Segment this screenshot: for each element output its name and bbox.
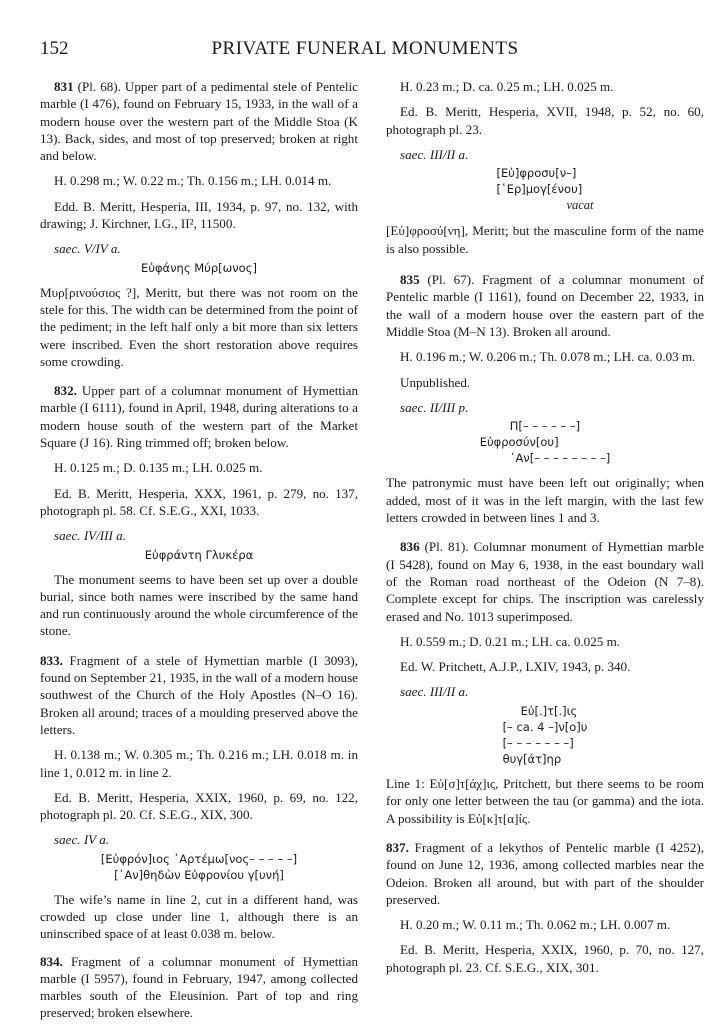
dimensions: H. 0.196 m.; W. 0.206 m.; Th. 0.078 m.; LH. ca. 0.03 m. bbox=[400, 349, 696, 365]
page-header bbox=[40, 38, 690, 68]
inscription-block bbox=[386, 146, 704, 215]
inscription-line: ᾿Αν[– – – – – – – –] bbox=[509, 451, 611, 466]
inscription-line: Π[– – – – – –] bbox=[509, 419, 581, 434]
entry-number: 833. bbox=[40, 652, 63, 668]
dimensions: H. 0.138 m.; W. 0.305 m.; Th. 0.216 m.; LH. 0.018 m. in line 1, 0.012 m. in line 2. bbox=[40, 747, 358, 780]
inscription-line: [᾿Αν]θηδὼν Εὐφρονίου γ[υνή] bbox=[114, 867, 284, 882]
inscription-line: [῾Ερ]μογ[ένου] bbox=[496, 182, 583, 197]
inscription-line: Εὐφροσύν[ου] bbox=[479, 435, 559, 450]
dimensions: H. 0.125 m.; D. 0.135 m.; LH. 0.025 m. bbox=[54, 460, 263, 476]
running-head: PRIVATE FUNERAL MONUMENTS bbox=[211, 38, 519, 59]
bibliography: Ed. B. Meritt, Hesperia, XXX, 1961, p. 279, no. 137, photograph pl. 58. Cf. S.E.G., XXI, 1033. bbox=[40, 485, 358, 518]
entry-description: 835 (Pl. 67). Fragment of a columnar monument of Pentelic marble (I 1161), found on December 22, 1933, in the wall of a modern house over the eastern part of the Middle Stoa (M–N 13). Broken all around. bbox=[386, 272, 704, 339]
left-column bbox=[40, 78, 358, 1032]
entry-832 bbox=[40, 382, 358, 640]
bibliography: Ed. B. Meritt, Hesperia, XXIX, 1960, p. 69, no. 122, photograph pl. 20. Cf. S.E.G., XIX, 300. bbox=[40, 789, 358, 823]
dimensions: H. 0.298 m.; W. 0.22 m.; Th. 0.156 m.; LH. 0.014 m. bbox=[54, 173, 332, 189]
inscription-block bbox=[40, 240, 358, 275]
vacat-note: vacat bbox=[566, 198, 594, 213]
right-column bbox=[386, 78, 704, 986]
dimensions: H. 0.559 m.; D. 0.21 m.; LH. ca. 0.025 m. bbox=[400, 633, 621, 649]
bibliography: Edd. B. Meritt, Hesperia, III, 1934, p. 97, no. 132, with drawing; J. Kirchner, I.G., II², 11500. bbox=[40, 198, 358, 232]
inscription-line: [– – – – – – –] bbox=[502, 735, 574, 750]
inscription-line: θυγ[άτ]ηρ bbox=[502, 751, 562, 766]
entry-description: 836 (Pl. 81). Columnar monument of Hymettian marble (I 5428), found on May 6, 1938, in the east boundary wall of the Roman road northeast of the Odeion (N 7–8). Complete except for chips. The inscription was carelessly erased and No. 1013 superimposed. bbox=[386, 539, 704, 624]
inscription-line: [– ca. 4 –]ν[ο]υ bbox=[502, 719, 588, 734]
bibliography: Ed. B. Meritt, Hesperia, XXIX, 1960, p. 70, no. 127, photograph pl. 23. Cf. S.E.G., XIX, 301. bbox=[386, 942, 704, 975]
date-label: saec. V/IV a. bbox=[54, 241, 121, 257]
entry-number: 832. bbox=[54, 383, 77, 399]
commentary: The monument seems to have been set up over a double burial, since both names were inscribed by the same hand and run continuously around the whole circumference of the stone. bbox=[40, 571, 358, 639]
entry-837 bbox=[386, 839, 704, 976]
date-label: saec. III/II a. bbox=[400, 684, 469, 700]
commentary: The patronymic must have been left out originally; when added, most of it was in the left margin, with the last few letters crowded in between lines 1 and 3. bbox=[386, 475, 704, 526]
commentary: The wife’s name in line 2, cut in a different hand, was crowded up close under line 1, although there is an uninscribed space of at least 0.038 m. below. bbox=[40, 891, 358, 942]
entry-834 bbox=[40, 953, 358, 1022]
entry-description: 832. Upper part of a columnar monument of Hymettian marble (I 6111), found in April, 1948, during alterations to a modern house south of the western part of the Market Square (J 16). Ring trimmed off; broken below. bbox=[40, 383, 358, 451]
inscription-block bbox=[386, 399, 704, 467]
entry-831 bbox=[40, 78, 358, 370]
page-number: 152 bbox=[40, 38, 69, 59]
date-label: saec. IV/III a. bbox=[54, 528, 126, 544]
inscription-line: Εὐφάνης Μύρ[ωνος] bbox=[141, 260, 257, 275]
inscription-line: Εὐ[.]τ[.]ις bbox=[520, 703, 578, 718]
entry-836 bbox=[386, 538, 704, 827]
inscription-line: [Εὐφρόν]ιος ᾿Αρτέμω[νος– – – – –] bbox=[100, 851, 298, 866]
entry-number: 831 bbox=[54, 79, 74, 94]
inscription-block bbox=[40, 527, 358, 562]
inscription-line: [Εὐ]φροσυ[ν–] bbox=[496, 166, 577, 181]
entry-description: 837. Fragment of a lekythos of Pentelic marble (I 4252), found on June 12, 1936, among collected marbles near the Odeion. Broken all around, but with part of the shoulder preserved. bbox=[386, 839, 704, 907]
entry-number: 834. bbox=[40, 953, 63, 969]
entry-description: 831 (Pl. 68). Upper part of a pedimental stele of Pentelic marble (I 476), found on February 15, 1933, in the wall of a modern house over the western part of the Middle Stoa (K 13). Back, sides, and most of top preserved; broken at right and below. bbox=[40, 79, 358, 164]
commentary: Line 1: Εὐ[σ]τ[άχ]ις, Pritchett, but there seems to be room for only one letter between the tau (or gamma) and the iota. A possibility is Εὐ[κ]τ[α]ίς. bbox=[386, 776, 704, 826]
entry-number: 837. bbox=[386, 839, 409, 855]
inscription-block bbox=[386, 683, 704, 767]
commentary: Μυρ[ρινούσιος ?], Meritt, but there was not room on the stele for this. The width can be determined from the point of the pediment; in the left half only a bit more than six letters were inscribed. Even the short restoration above requires some crowding. bbox=[40, 284, 358, 369]
date-label: saec. III/II a. bbox=[400, 146, 469, 162]
entry-number: 835 bbox=[400, 272, 420, 288]
bibliography: Ed. B. Meritt, Hesperia, XVII, 1948, p. 52, no. 60, photograph pl. 23. bbox=[386, 104, 704, 137]
date-label: saec. II/III p. bbox=[400, 399, 469, 415]
date-label: saec. IV a. bbox=[54, 832, 110, 848]
entry-description: 833. Fragment of a stele of Hymettian marble (I 3093), found on September 21, 1935, in the wall of a modern house southwest of the Church of the Holy Apostles (N–O 16). Broken all around; traces of a moulding preserved above the letters. bbox=[40, 652, 358, 737]
commentary: [Εὐ]φροσύ[νη], Meritt; but the masculine form of the name is also possible. bbox=[386, 223, 704, 256]
entry-833 bbox=[40, 652, 358, 943]
inscription-block bbox=[40, 831, 358, 882]
entry-835 bbox=[386, 271, 704, 526]
bibliography: Unpublished. bbox=[400, 374, 471, 390]
bibliography: Ed. W. Pritchett, A.J.P., LXIV, 1943, p. 340. bbox=[400, 659, 631, 675]
entry-number: 836 bbox=[400, 539, 420, 555]
entry-834-continued bbox=[386, 78, 704, 257]
inscription-line: Εὐφράντη Γλυκέρα bbox=[144, 547, 254, 562]
dimensions: H. 0.23 m.; D. ca. 0.25 m.; LH. 0.025 m. bbox=[400, 79, 614, 94]
entry-description: 834. Fragment of a columnar monument of Hymettian marble (I 5957), found in February, 1947, among collected marbles south of the Eleusinion. Part of top and ring preserved; broken elsewhere. bbox=[40, 953, 358, 1021]
dimensions: H. 0.20 m.; W. 0.11 m.; Th. 0.062 m.; LH. 0.007 m. bbox=[400, 917, 671, 933]
